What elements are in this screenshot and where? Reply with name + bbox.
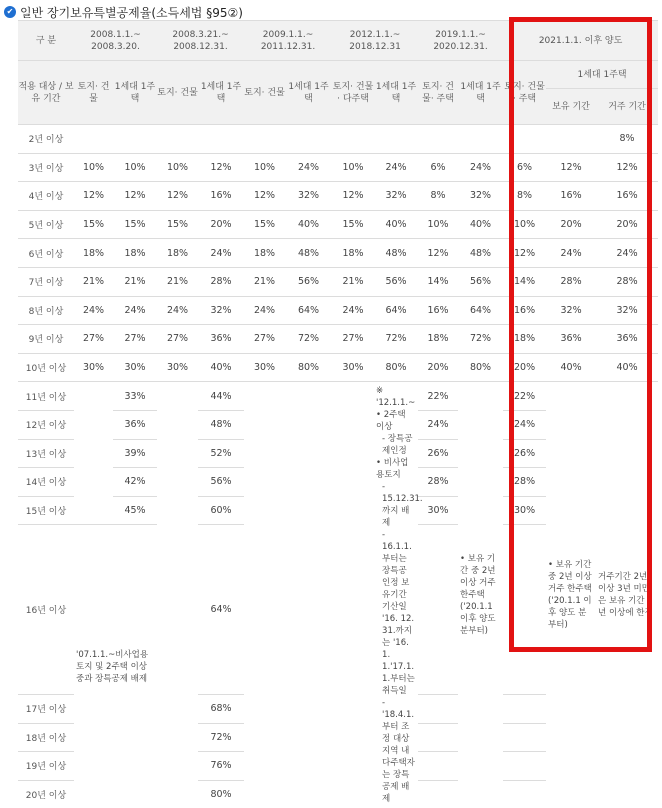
rate-cell: 24% (244, 296, 285, 325)
rate-cell: 15% (74, 210, 113, 239)
rate-cell (332, 125, 374, 154)
rate-row (18, 210, 658, 239)
rate-cell: 21% (74, 267, 113, 296)
rate-cell: 12% (596, 153, 658, 182)
rate-cell: 32% (458, 182, 503, 211)
row-label: 11년 이상 (18, 382, 74, 411)
period-header-3: 2009.1.1.~ 2011.12.31. (244, 21, 332, 61)
rate-row (18, 267, 658, 296)
header-land-3: 토지· 건물 (244, 61, 285, 125)
row-label: 12년 이상 (18, 410, 74, 439)
header-land-1: 토지· 건물 (74, 61, 113, 125)
rate-cell: 12% (546, 153, 596, 182)
rate-cell: 22% (418, 382, 458, 411)
rate-cell: 16% (198, 182, 244, 211)
rate-cell: 40% (546, 353, 596, 382)
rate-cell: 39% (113, 439, 157, 468)
rate-cell: 72% (198, 723, 244, 752)
rate-cell: 24% (113, 296, 157, 325)
rate-cell: 30% (74, 353, 113, 382)
row-label: 7년 이상 (18, 267, 74, 296)
rate-cell: 10% (157, 153, 198, 182)
rate-cell: 12% (244, 182, 285, 211)
rate-cell: 14% (418, 267, 458, 296)
rate-cell (113, 125, 157, 154)
rate-cell: 36% (546, 325, 596, 354)
rate-cell: 27% (157, 325, 198, 354)
rate-cell (418, 752, 458, 781)
rate-cell: 12% (503, 239, 546, 268)
row-label: 6년 이상 (18, 239, 74, 268)
rate-cell: 15% (332, 210, 374, 239)
period-header-1: 2008.1.1.~ 2008.3.20. (74, 21, 157, 61)
rate-cell: 52% (198, 439, 244, 468)
rate-cell (157, 125, 198, 154)
rate-cell: 12% (74, 182, 113, 211)
rate-cell: 64% (198, 525, 244, 695)
header-land-6: 토지· 건물· 주택 (503, 61, 546, 125)
rate-cell: 21% (244, 267, 285, 296)
note-item: - 장특공제인정 (382, 434, 413, 457)
row-label: 14년 이상 (18, 468, 74, 497)
rate-cell: 80% (198, 780, 244, 808)
rate-cell: 18% (244, 239, 285, 268)
rate-cell: 30% (244, 353, 285, 382)
rate-cell: 27% (244, 325, 285, 354)
header-one-2: 1세대 1주택 (198, 61, 244, 125)
rate-cell (418, 780, 458, 808)
rate-cell: 76% (198, 752, 244, 781)
period-header-6: 2021.1.1. 이후 양도 (503, 21, 658, 61)
rate-cell: 24% (198, 239, 244, 268)
rate-cell: 40% (458, 210, 503, 239)
rate-cell: 16% (503, 296, 546, 325)
rate-cell: 42% (113, 468, 157, 497)
rate-cell: 60% (198, 496, 244, 525)
rate-cell: 20% (503, 353, 546, 382)
empty-cell (157, 382, 198, 808)
rate-cell: 24% (458, 153, 503, 182)
rate-cell: 72% (285, 325, 332, 354)
row-label: 17년 이상 (18, 694, 74, 723)
note-2021-residence: 거주기간 2년 이상 3년 미만은 보유 기간 3년 이상에 한정 (596, 382, 658, 808)
rate-cell: 6% (503, 153, 546, 182)
check-circle-icon: ✔ (4, 6, 16, 18)
rate-cell: 24% (418, 410, 458, 439)
row-label: 9년 이상 (18, 325, 74, 354)
rate-cell: 27% (113, 325, 157, 354)
header-one-1: 1세대 1주택 (113, 61, 157, 125)
rate-cell: 45% (113, 496, 157, 525)
rate-cell: 18% (74, 239, 113, 268)
period-header-2: 2008.3.21.~ 2008.12.31. (157, 21, 244, 61)
rate-cell (418, 525, 458, 695)
rate-cell: 80% (374, 353, 418, 382)
rate-cell: 30% (503, 496, 546, 525)
header-one-4: 1세대 1주택 (374, 61, 418, 125)
header-one-3: 1세대 1주택 (285, 61, 332, 125)
rate-cell: 15% (113, 210, 157, 239)
rate-cell: 24% (157, 296, 198, 325)
header-one-group-6: 1세대 1주택 (546, 61, 658, 89)
rate-cell: 24% (596, 239, 658, 268)
header-land-5: 토지· 건물· 주택 (418, 61, 458, 125)
rate-cell: 24% (332, 296, 374, 325)
note-2019: • 보유 기간 중 2년 이상 거주 한주택 ('20.1.1 이후 양도 분부터) (458, 382, 503, 808)
rate-cell: 68% (198, 694, 244, 723)
rate-cell: 24% (374, 153, 418, 182)
rate-cell: 18% (418, 325, 458, 354)
rate-cell: 18% (157, 239, 198, 268)
rate-row (18, 239, 658, 268)
header-land-2: 토지· 건물 (157, 61, 198, 125)
rate-cell: 8% (503, 182, 546, 211)
rate-cell: 8% (596, 125, 658, 154)
rate-row (18, 153, 658, 182)
rate-cell: 28% (596, 267, 658, 296)
rate-cell (458, 125, 503, 154)
header-target: 적용 대상 / 보유 기간 (18, 61, 74, 125)
row-label: 10년 이상 (18, 353, 74, 382)
row-label: 19년 이상 (18, 752, 74, 781)
rate-cell: 36% (198, 325, 244, 354)
row-label: 2년 이상 (18, 125, 74, 154)
note-item: - 15.12.31.까지 배제 (382, 482, 423, 529)
rate-cell: 16% (418, 296, 458, 325)
rate-cell: 32% (546, 296, 596, 325)
rate-cell: 18% (332, 239, 374, 268)
rate-cell: 48% (198, 410, 244, 439)
section-title (4, 3, 243, 21)
deduction-rate-table (18, 20, 658, 808)
rate-cell: 24% (546, 239, 596, 268)
rate-cell (503, 525, 546, 695)
rate-cell: 30% (157, 353, 198, 382)
period-header-4: 2012.1.1.~ 2018.12.31 (332, 21, 418, 61)
rate-cell: 32% (285, 182, 332, 211)
rate-cell: 28% (546, 267, 596, 296)
rate-cell: 64% (374, 296, 418, 325)
row-label: 13년 이상 (18, 439, 74, 468)
rate-cell: 28% (198, 267, 244, 296)
rate-cell: 40% (198, 353, 244, 382)
rate-cell: 26% (418, 439, 458, 468)
rate-cell: 72% (374, 325, 418, 354)
rate-cell: 20% (198, 210, 244, 239)
note-2012-head: ※ '12.1.1.~ (376, 386, 416, 409)
row-label: 8년 이상 (18, 296, 74, 325)
rate-cell: 44% (198, 382, 244, 411)
rate-cell: 10% (332, 153, 374, 182)
rate-cell (418, 723, 458, 752)
rate-cell: 15% (244, 210, 285, 239)
rate-cell: 12% (418, 239, 458, 268)
rate-cell: 21% (332, 267, 374, 296)
header-gubun: 구 분 (18, 21, 74, 61)
rate-cell: 40% (596, 353, 658, 382)
section-title-text: 일반 장기보유특별공제율(소득세법 §95②) (20, 5, 243, 20)
rate-cell: 10% (74, 153, 113, 182)
rate-cell: 20% (596, 210, 658, 239)
note-item: • 비사업용토지 (376, 458, 409, 481)
rate-cell: 27% (332, 325, 374, 354)
rate-cell: 24% (74, 296, 113, 325)
rate-cell: 20% (546, 210, 596, 239)
note-item: - '18.4.1.부터 조정 대상지역 내 다주택자는 장특 공제 배제 (382, 698, 415, 805)
rate-cell: 10% (418, 210, 458, 239)
rate-cell (503, 723, 546, 752)
rate-cell: 28% (503, 468, 546, 497)
rate-cell (285, 125, 332, 154)
rate-cell (374, 125, 418, 154)
rate-cell: 40% (285, 210, 332, 239)
rate-cell: 15% (157, 210, 198, 239)
row-label: 4년 이상 (18, 182, 74, 211)
rate-cell: 14% (503, 267, 546, 296)
rate-cell: 32% (374, 182, 418, 211)
rate-cell: 21% (157, 267, 198, 296)
rate-cell: 56% (374, 267, 418, 296)
rate-cell: 30% (332, 353, 374, 382)
rate-cell: 64% (458, 296, 503, 325)
rate-row (18, 325, 658, 354)
rate-cell: 21% (113, 267, 157, 296)
rate-cell: 36% (113, 410, 157, 439)
rate-cell (418, 694, 458, 723)
rate-cell: 40% (374, 210, 418, 239)
rate-cell: 30% (418, 496, 458, 525)
rate-cell: 10% (503, 210, 546, 239)
rate-cell: 26% (503, 439, 546, 468)
rate-cell (546, 125, 596, 154)
rate-cell: 12% (113, 182, 157, 211)
rate-cell: 24% (503, 410, 546, 439)
rate-cell: 64% (285, 296, 332, 325)
rate-cell (503, 780, 546, 808)
rate-cell: 6% (418, 153, 458, 182)
rate-cell: 8% (418, 182, 458, 211)
rate-cell: 48% (374, 239, 418, 268)
period-header-5: 2019.1.1.~ 2020.12.31. (418, 21, 503, 61)
row-label: 3년 이상 (18, 153, 74, 182)
header-one-5: 1세대 1주택 (458, 61, 503, 125)
rate-cell: 33% (113, 382, 157, 411)
rate-cell (503, 752, 546, 781)
rate-cell: 56% (458, 267, 503, 296)
row-label: 18년 이상 (18, 723, 74, 752)
rate-cell: 30% (113, 353, 157, 382)
note-item: • 2주택 이상 (376, 410, 406, 433)
row-label: 5년 이상 (18, 210, 74, 239)
rate-cell: 20% (418, 353, 458, 382)
row-label: 20년 이상 (18, 780, 74, 808)
rate-row (18, 296, 658, 325)
rate-cell (418, 125, 458, 154)
rate-cell: 72% (458, 325, 503, 354)
rate-cell: 32% (198, 296, 244, 325)
rate-cell: 56% (285, 267, 332, 296)
rate-cell: 16% (546, 182, 596, 211)
rate-cell: 80% (285, 353, 332, 382)
rate-cell: 12% (332, 182, 374, 211)
rate-cell: 10% (244, 153, 285, 182)
rate-cell (244, 125, 285, 154)
empty-cell (332, 382, 374, 808)
empty-cell (74, 382, 113, 525)
rate-cell: 80% (458, 353, 503, 382)
rate-cell: 10% (113, 153, 157, 182)
header-land-4: 토지· 건물· 다주택 (332, 61, 374, 125)
rate-cell: 27% (74, 325, 113, 354)
rate-cell (198, 125, 244, 154)
rate-cell: 56% (198, 468, 244, 497)
rate-cell: 16% (596, 182, 658, 211)
rate-row (18, 125, 658, 154)
rate-cell: 18% (503, 325, 546, 354)
rate-cell: 12% (198, 153, 244, 182)
rate-cell: 12% (157, 182, 198, 211)
rate-cell: 24% (285, 153, 332, 182)
rate-cell: 32% (596, 296, 658, 325)
header-holding-period: 보유 기간 (546, 89, 596, 125)
empty-cell (244, 382, 285, 808)
rate-row (18, 182, 658, 211)
rate-cell (503, 694, 546, 723)
rate-cell: 28% (418, 468, 458, 497)
rate-row (18, 353, 658, 382)
note-item: - 16.1.1.부터는 장특공 인정 보유기간 기산일 '16. 12. 31.까지는 '16. 1. 1.'17.1. 1.부터는 취득일 (382, 530, 415, 697)
row-label: 16년 이상 (18, 525, 74, 695)
rate-cell (503, 125, 546, 154)
note-2012 (374, 382, 423, 808)
row-label: 15년 이상 (18, 496, 74, 525)
note-2008: '07.1.1.~비사업용 토지 및 2주택 이상 중과 장특공제 배제 (74, 525, 157, 808)
rate-cell: 18% (113, 239, 157, 268)
rate-cell (74, 125, 113, 154)
header-residence-period: 거주 기간 (596, 89, 658, 125)
rate-cell: 36% (596, 325, 658, 354)
rate-cell: 48% (458, 239, 503, 268)
rate-cell: 22% (503, 382, 546, 411)
note-2021-holding: • 보유 기간 중 2년 이상 거주 한주택 ('20.1.1 이후 양도 분부터) (546, 382, 596, 808)
rate-cell: 48% (285, 239, 332, 268)
empty-cell (285, 382, 332, 808)
